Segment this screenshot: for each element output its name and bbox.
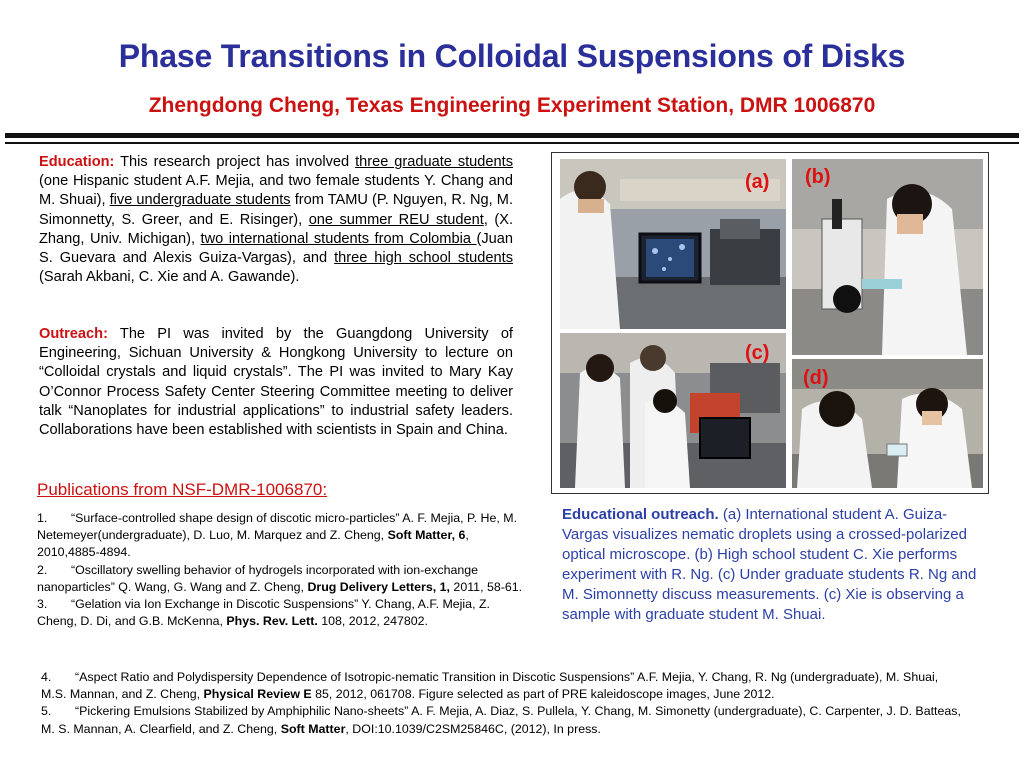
education-label: Education:: [39, 154, 115, 170]
publication-item: [37, 596, 527, 630]
divider-thick: [5, 133, 1019, 138]
publication-text: “Oscillatory swelling behavior of hydrogels incorporated with ion-exchange nanoparticles” Q. Wang, G. Wang and Z. Cheng,: [37, 562, 479, 594]
publication-item: [37, 562, 527, 596]
publication-journal: Soft Matter: [280, 721, 346, 736]
publication-text: “Pickering Emulsions Stabilized by Amphiphilic Nano-sheets” A. F. Mejia, A. Diaz, S. Pullela, Y. Chang, M. Simonetty (undergraduate), C. Carpenter, J. D. Batteas, M. S. Mannan, A. Clearfield, and Z. Cheng,: [41, 704, 961, 736]
education-text: (Juan S. Guevara and Alexis Guiza-Vargas), and: [39, 230, 513, 267]
publication-journal: Drug Delivery Letters, 1,: [307, 579, 450, 594]
publication-number: 3.: [37, 597, 48, 612]
publication-text: “Surface-controlled shape design of discotic micro-particles” A. F. Mejia, P. He, M. Netemeyer(undergraduate), D. Luo, M. Marquez and Z. Cheng,: [37, 511, 518, 543]
publication-number: 1.: [37, 511, 48, 525]
publication-text: 2011, 58-61.: [449, 579, 523, 594]
photo-collage: [551, 152, 989, 494]
publication-text: 108, 2012, 247802.: [317, 614, 429, 629]
publication-text: , DOI:10.1039/C2SM25846C, (2012), In press.: [345, 721, 601, 736]
education-underlined: two international students from Colombia: [200, 230, 477, 247]
caption-bold: Educational outreach.: [562, 506, 719, 523]
photo-d-label: (d): [803, 367, 829, 389]
education-underlined: five undergraduate students: [109, 192, 291, 209]
publication-journal: Physical Review E: [203, 687, 312, 702]
publication-item: [41, 669, 961, 703]
publications-heading: Publications from NSF-DMR-1006870:: [37, 480, 328, 499]
publication-number: 2.: [37, 562, 48, 577]
education-underlined: one summer REU student: [308, 211, 484, 228]
education-text: (Sarah Akbani, C. Xie and A. Gawande).: [39, 269, 300, 286]
photo-b-label: (b): [805, 166, 831, 188]
page-subtitle: Zhengdong Cheng, Texas Engineering Experiment Station, DMR 1006870: [148, 94, 876, 117]
publication-text: “Aspect Ratio and Polydispersity Dependence of Isotropic-nematic Transition in Discotic Suspensions” A.F. Mejia, Y. Chang, R. Ng (undergraduate), M. Shuai, M.S. Mannan, and Z. Cheng,: [41, 670, 939, 702]
education-text: from TAMU (P. Nguyen, R. Ng, M. Simonnetty, S. Greer, and E. Risinger),: [39, 192, 513, 228]
education-paragraph: [39, 153, 513, 287]
caption-text: (a) International student A. Guiza-Vargas visualizes nematic droplets using a crossed-polarized optical microscope. (b) High school student C. Xie performs experiment with R. Ng. (c) Under graduate students R. Ng and M. Simonnetty discuss measurements. (c) Xie is observing a sample with graduate student M. Shuai.: [562, 506, 977, 623]
education-underlined: three high school students: [334, 250, 514, 267]
education-text: (one Hispanic student A.F. Mejia, and two female students Y. Chang and M. Shuai),: [39, 173, 513, 209]
education-underlined: three graduate students: [355, 154, 514, 170]
publication-item: [37, 510, 527, 562]
page-title: Phase Transitions in Colloidal Suspensions of Disks: [118, 38, 906, 74]
education-text: , (X. Zhang, Univ. Michigan),: [39, 211, 513, 247]
publication-number: 4.: [41, 670, 52, 684]
divider-thin: [5, 142, 1019, 144]
publication-text: , 2010,4885-4894.: [37, 528, 469, 560]
photo-caption: [562, 505, 980, 625]
education-text: This research project has involved: [114, 154, 356, 170]
publications-list-continued: [41, 669, 961, 738]
publication-text: 85, 2012, 061708. Figure selected as part of PRE kaleidoscope images, June 2012.: [311, 687, 775, 702]
publication-item: [41, 703, 961, 737]
publication-number: 5.: [41, 704, 52, 719]
photo-c-label: (c): [745, 342, 770, 364]
photo-a-label: (a): [745, 171, 770, 193]
outreach-paragraph: [39, 325, 513, 440]
publication-journal: Soft Matter, 6: [387, 528, 466, 543]
publication-text: “Gelation via Ion Exchange in Discotic Suspensions” Y. Chang, A.F. Mejia, Z. Cheng, D. Di, and G.B. McKenna,: [37, 597, 490, 629]
outreach-text: The PI was invited by the Guangdong University of Engineering, Sichuan University & Hongkong University to lecture on “Colloidal crystals and liquid crystals”. The PI was invited to Mary Kay O’Connor Process Safety Center Steering Committee meeting to deliver talk “Nanoplates for industrial applications” to industrial safety leaders. Collaborations have been established with scientists in Spain and China.: [39, 326, 513, 439]
publications-list: [37, 510, 527, 630]
outreach-label: Outreach:: [39, 326, 108, 342]
publication-journal: Phys. Rev. Lett.: [226, 614, 318, 629]
